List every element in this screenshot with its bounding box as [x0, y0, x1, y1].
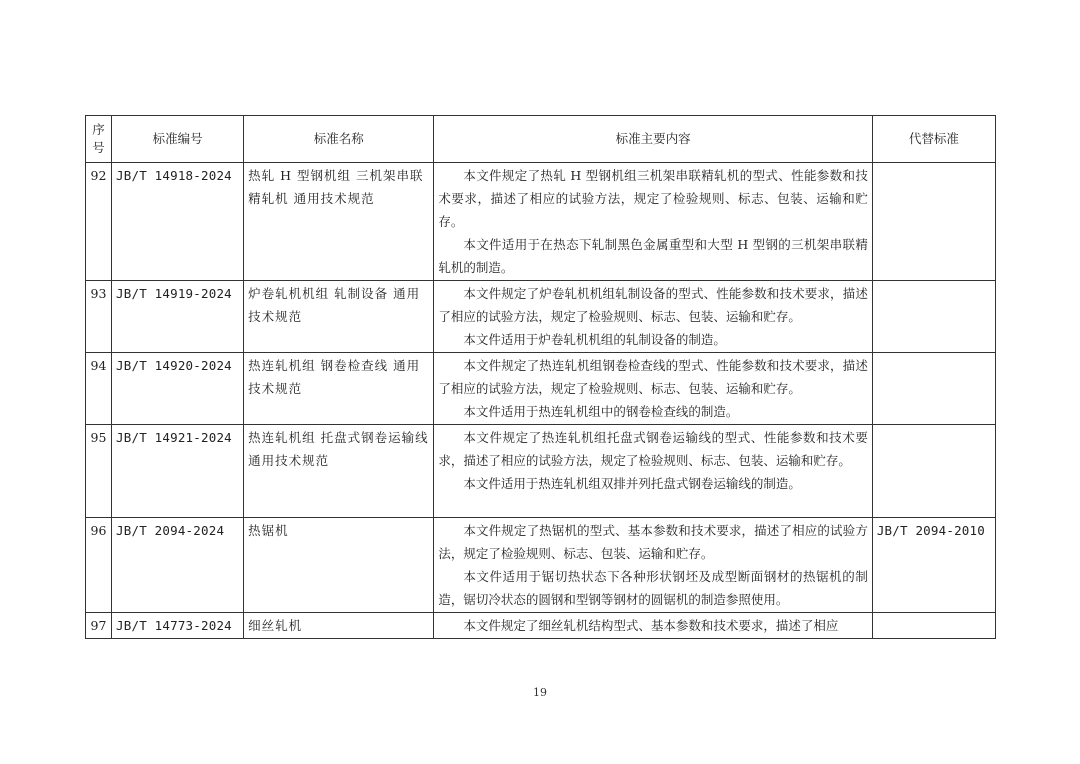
row-replaced	[872, 163, 995, 281]
row-no: 94	[86, 353, 112, 425]
row-no: 96	[86, 518, 112, 613]
row-no: 95	[86, 425, 112, 518]
row-replaced	[872, 425, 995, 518]
table-row	[86, 353, 996, 425]
table-row	[86, 163, 996, 281]
row-content	[434, 281, 872, 353]
table-row	[86, 518, 996, 613]
row-code: JB/T 14920-2024	[112, 353, 244, 425]
header-no: 序号	[86, 116, 112, 163]
row-no: 97	[86, 613, 112, 639]
row-replaced	[872, 353, 995, 425]
row-code: JB/T 2094-2024	[112, 518, 244, 613]
row-code: JB/T 14921-2024	[112, 425, 244, 518]
standards-table	[85, 115, 996, 639]
row-code: JB/T 14919-2024	[112, 281, 244, 353]
row-content	[434, 353, 872, 425]
row-name: 细丝轧机	[244, 613, 434, 639]
content-paragraph: 本文件适用于锯切热状态下各种形状钢坯及成型断面钢材的热锯机的制造，锯切冷状态的圆钢和型钢等钢材的圆锯机的制造参照使用。	[438, 569, 868, 607]
header-code: 标准编号	[112, 116, 244, 163]
row-no: 93	[86, 281, 112, 353]
row-replaced	[872, 281, 995, 353]
row-name: 热连轧机组 托盘式钢卷运输线 通用技术规范	[244, 425, 434, 518]
row-content	[434, 613, 872, 639]
row-code: JB/T 14918-2024	[112, 163, 244, 281]
content-paragraph: 本文件适用于热连轧机组中的钢卷检查线的制造。	[463, 404, 739, 419]
content-paragraph: 本文件适用于热连轧机组双排并列托盘式钢卷运输线的制造。	[463, 476, 801, 491]
content-paragraph: 本文件适用于在热态下轧制黑色金属重型和大型 H 型钢的三机架串联精轧机的制造。	[438, 237, 868, 275]
row-content	[434, 425, 872, 518]
table-row	[86, 613, 996, 639]
row-content	[434, 163, 872, 281]
table-header	[86, 116, 996, 163]
row-replaced	[872, 613, 995, 639]
page-number: 19	[533, 686, 547, 699]
table-row	[86, 281, 996, 353]
row-content	[434, 518, 872, 613]
row-name: 炉卷轧机机组 轧制设备 通用技术规范	[244, 281, 434, 353]
row-code: JB/T 14773-2024	[112, 613, 244, 639]
table-row	[86, 425, 996, 518]
row-name: 热锯机	[244, 518, 434, 613]
content-paragraph: 本文件规定了热连轧机组钢卷检查线的型式、性能参数和技术要求，描述了相应的试验方法，规定了检验规则、标志、包装、运输和贮存。	[438, 358, 868, 396]
header-name: 标准名称	[244, 116, 434, 163]
content-paragraph: 本文件规定了炉卷轧机机组轧制设备的型式、性能参数和技术要求，描述了相应的试验方法，规定了检验规则、标志、包装、运输和贮存。	[438, 286, 868, 324]
content-paragraph: 本文件规定了热轧 H 型钢机组三机架串联精轧机的型式、性能参数和技术要求，描述了相应的试验方法，规定了检验规则、标志、包装、运输和贮存。	[438, 168, 868, 229]
content-paragraph: 本文件规定了热锯机的型式、基本参数和技术要求，描述了相应的试验方法，规定了检验规则、标志、包装、运输和贮存。	[438, 523, 868, 561]
content-paragraph: 本文件规定了细丝轧机结构型式、基本参数和技术要求，描述了相应	[463, 618, 839, 633]
row-replaced: JB/T 2094-2010	[872, 518, 995, 613]
row-name: 热连轧机组 钢卷检查线 通用技术规范	[244, 353, 434, 425]
content-paragraph: 本文件规定了热连轧机组托盘式钢卷运输线的型式、性能参数和技术要求，描述了相应的试验方法，规定了检验规则、标志、包装、运输和贮存。	[438, 430, 868, 468]
header-content: 标准主要内容	[434, 116, 872, 163]
header-replaced: 代替标准	[872, 116, 995, 163]
row-no: 92	[86, 163, 112, 281]
content-paragraph: 本文件适用于炉卷轧机机组的轧制设备的制造。	[463, 332, 726, 347]
row-name: 热轧 H 型钢机组 三机架串联精轧机 通用技术规范	[244, 163, 434, 281]
